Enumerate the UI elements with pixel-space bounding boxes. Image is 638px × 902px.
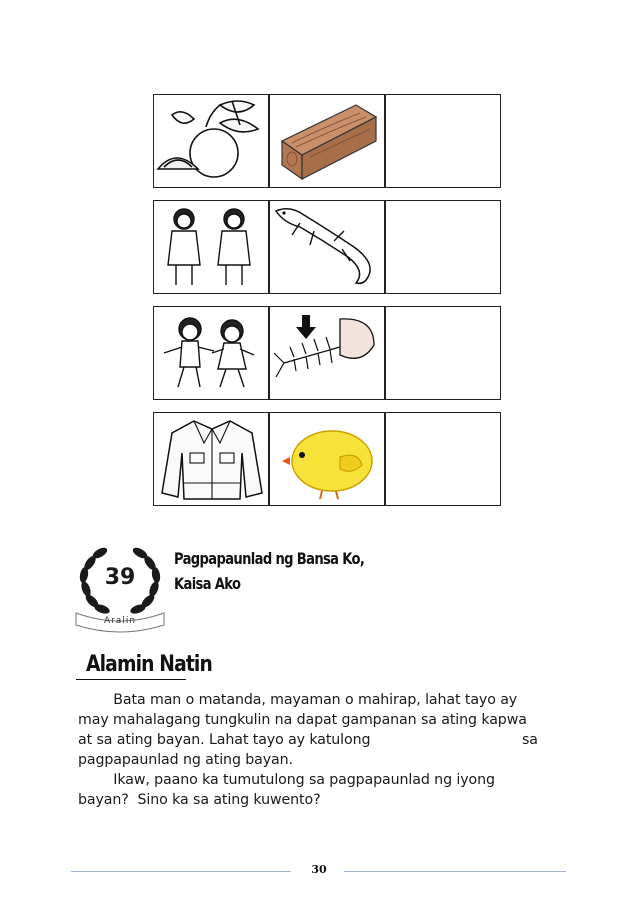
- paragraph-line: pagpapaunlad ng ating bayan.: [78, 752, 293, 768]
- children-playing-icon: [154, 307, 268, 399]
- worksheet-row: [153, 412, 501, 506]
- lesson-title-line1: Pagpapaunlad ng Bansa Ko,: [174, 549, 365, 568]
- lizard-icon: [270, 201, 384, 293]
- worksheet-row: [153, 306, 501, 400]
- paragraph-line: Ikaw, paano ka tumutulong sa pagpapaunlad ng iyong: [78, 772, 495, 788]
- lesson-badge: [70, 543, 170, 633]
- lizard-picture-box: [269, 200, 385, 294]
- paragraph-1: [78, 690, 566, 810]
- paragraph-line-with-blank: [78, 730, 566, 750]
- chick-icon: [270, 413, 384, 505]
- children-playing-picture-box: [153, 306, 269, 400]
- answer-box[interactable]: [385, 94, 501, 188]
- wood-log-picture-box: [269, 94, 385, 188]
- section-title: Alamin Natin: [86, 652, 212, 677]
- lesson-title-line2: Kaisa Ako: [174, 574, 241, 593]
- twin-girls-icon: [154, 201, 268, 293]
- footer-rule-left: [71, 871, 291, 872]
- paragraph-line: may mahalagang tungkulin na dapat gampanan sa ating kapwa: [78, 712, 527, 728]
- fish-bone-icon: [270, 307, 384, 399]
- paragraph-line: Bata man o matanda, mayaman o mahirap, lahat tayo ay: [78, 692, 518, 708]
- answer-box[interactable]: [385, 412, 501, 506]
- fruit-picture-box: [153, 94, 269, 188]
- paragraph-text: sa: [522, 732, 538, 748]
- worksheet-row: [153, 94, 501, 188]
- fish-bone-picture-box: [269, 306, 385, 400]
- lesson-number: 39: [104, 565, 136, 590]
- paragraph-line: bayan? Sino ka sa ating kuwento?: [78, 792, 321, 808]
- page-number: 30: [311, 863, 327, 876]
- fruit-icon: [154, 95, 268, 187]
- wood-log-icon: [270, 95, 384, 187]
- lesson-title: [174, 546, 364, 596]
- lesson-badge-label: Aralin: [103, 616, 137, 626]
- footer-rule-right: [344, 871, 566, 872]
- answer-box[interactable]: [385, 306, 501, 400]
- answer-box[interactable]: [385, 200, 501, 294]
- twin-girls-picture-box: [153, 200, 269, 294]
- chick-picture-box: [269, 412, 385, 506]
- jacket-icon: [154, 413, 268, 505]
- worksheet-row: [153, 200, 501, 294]
- section-title-underline: [76, 679, 186, 680]
- jacket-picture-box: [153, 412, 269, 506]
- paragraph-text: at sa ating bayan. Lahat tayo ay katulong: [78, 732, 371, 748]
